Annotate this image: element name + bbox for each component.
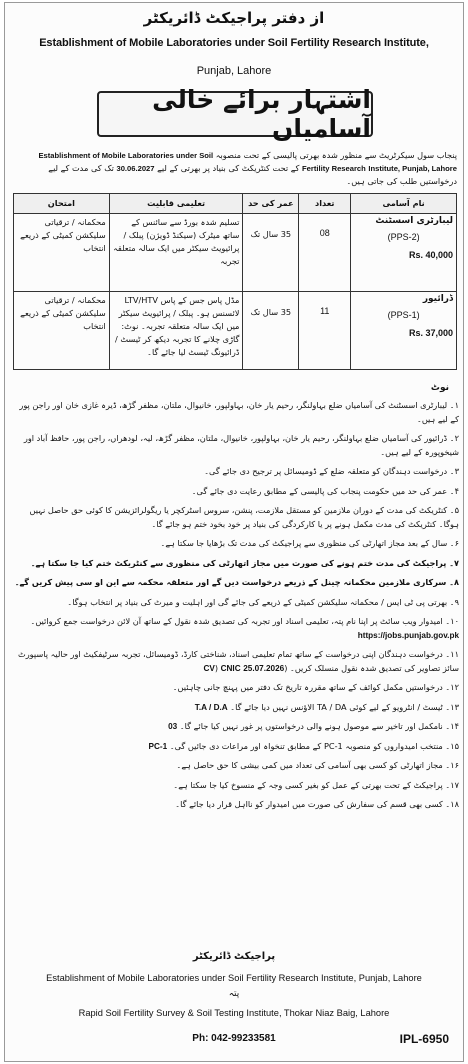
cv-label: CV [203, 663, 215, 673]
footer-address-label: پتہ [228, 989, 240, 999]
table-header-row [14, 194, 457, 214]
row2-age: 35 سال تک [243, 292, 299, 370]
advertisement-page [4, 2, 464, 1062]
table-row [14, 292, 457, 370]
office-heading-urdu: از دفتر پراجیکٹ ڈائریکٹر [143, 9, 325, 27]
footer-project-name: Establishment of Mobile Laboratories under Soil Fertility Research Institute, Punjab, Lahore [46, 973, 422, 983]
list-item: ۵۔ کنٹریکٹ کی مدت کے دوران ملازمین کو مستقل ملازمت، پنشن، سروس اسٹرکچر یا ریگولرائزیشن کا کوئی حق حاصل نہیں ہوگا۔ کنٹریکٹ کی مدت مکمل ہونے پر یا کارکردگی کی بنیاد پر خود بخود ختم ہو جائے گا۔ [29, 505, 459, 529]
list-item: ۱۔ لیبارٹری اسسٹنٹ کی آسامیاں ضلع بہاولنگر، رحیم یار خان، بہاولپور، خانیوال، ملتان، مظفر گڑھ، ڈیرہ غازی خان اور راجن پور کے لیے ہیں۔ [19, 400, 459, 424]
row1-scale: (PPS-2) [387, 232, 420, 242]
list-item: ۳۔ درخواست دہندگان کو متعلقہ ضلع کے ڈومیسائل پر ترجیح دی جائے گی۔ [204, 466, 459, 476]
vacancies-banner [97, 85, 373, 143]
list-item: ۱۶۔ مجاز اتھارٹی کو کسی بھی آسامی کی تعداد میں کمی بیشی کا حق حاصل ہے۔ [176, 760, 459, 770]
website-link[interactable]: https://jobs.punjab.gov.pk [357, 630, 459, 640]
intro-urdu-a: پنجاب سول سیکرٹریٹ سے منظور شدہ بھرتی پالیسی کے تحت منصوبہ [215, 150, 457, 160]
row2-post: ڈرائیور [422, 294, 453, 304]
row1-exam: محکمانہ / ترقیاتی سلیکشن کمیٹی کے ذریعے انتخاب [14, 214, 110, 292]
pts-number: 03 [168, 722, 178, 731]
cnic-label: CNIC [220, 663, 241, 673]
last-date: 25.07.2026 [243, 663, 285, 673]
list-item-pts [13, 720, 459, 734]
list-item: ۷۔ پراجیکٹ کی مدت ختم ہونے کی صورت میں مجاز اتھارٹی کی منظوری سے کنٹریکٹ ختم کیا جا سکتا ہے۔ [30, 557, 459, 568]
list-item: ۲۔ ڈرائیور کی آسامیاں ضلع بہاولنگر، رحیم یار خان، بہاولپور، خانیوال، ملتان، مظفر گڑھ، لیہ، لودھراں، راجن پور، حافظ آباد اور شیخوپورہ کے لیے ہیں۔ [23, 433, 459, 457]
footer-address: Rapid Soil Fertility Survey & Soil Testing Institute, Thokar Niaz Baig, Lahore [78, 1008, 390, 1018]
website-note-text: ۱۰۔ امیدوار ویب سائٹ پر اپنا نام پتہ، تعلیمی اسناد اور تجربہ کی تصدیق شدہ نقول کے ساتھ آن لائن درخواست جمع کروائیں۔ [30, 616, 459, 626]
tada-label: T.A / D.A [194, 702, 228, 712]
office-heading-english: Establishment of Mobile Laboratories under Soil Fertility Research Institute, [39, 37, 429, 49]
office-city: Punjab, Lahore [196, 65, 272, 77]
pc1-note-text: ۱۵۔ منتخب امیدواروں کو منصوبہ PC-1 کے مطابق تنخواہ اور مراعات دی جائیں گی۔ [169, 740, 459, 751]
row1-post: لیبارٹری اسسٹنٹ [375, 216, 453, 226]
list-item: ۱۲۔ درخواستیں مکمل کوائف کے ساتھ مقررہ تاریخ تک دفتر میں پہنچ جانی چاہئیں۔ [172, 682, 459, 692]
intro-institute-english: Institute, Punjab, Lahore [368, 164, 457, 173]
row2-qualification: مڈل پاس جس کے پاس LTV/HTV لائسنس ہو۔ پبلک / پرائیویٹ سیکٹر میں ایک سالہ متعلقہ تجربہ۔ نوٹ: گاڑی چلانے کا تجربہ دیکھ کر ٹیسٹ / ڈرائیونگ ٹیسٹ لیا جائے گا۔ [109, 292, 243, 370]
vacancies-table [13, 193, 457, 370]
row1-pay: Rs. 40,000 [408, 250, 453, 260]
list-item: ۶۔ سال کے بعد مجاز اتھارٹی کی منظوری سے پراجیکٹ کی مدت تک بڑھایا جا سکتا ہے۔ [160, 538, 459, 548]
list-item-tada [13, 701, 459, 715]
banner-title: اشتہار برائے خالی آسامیاں [152, 85, 371, 143]
intro-date: 30.06.2027 [116, 164, 155, 173]
list-item: ۸۔ سرکاری ملازمین محکمانہ چینل کے ذریعے درخواست دیں گے اور متعلقہ محکمہ سے این او سی پیش کریں گے۔ [14, 577, 459, 587]
pts-note-text: ۱۴۔ نامکمل اور تاخیر سے موصول ہونے والی درخواستوں پر غور نہیں کیا جائے گا۔ [179, 721, 459, 731]
intro-paragraph [13, 149, 457, 188]
notes-heading: نوٹ [430, 383, 449, 393]
footer-phone: Ph: 042-99233581 [192, 1033, 276, 1044]
row1-count: 08 [299, 214, 351, 292]
signatory-title: پراجیکٹ ڈائریکٹر [192, 951, 276, 962]
col-header-exam: امتحان [14, 194, 110, 214]
ipl-number: IPL-6950 [399, 1032, 449, 1046]
row1-age: 35 سال تک [243, 214, 299, 292]
list-item: ۴۔ عمر کی حد میں حکومت پنجاب کی پالیسی کے مطابق رعایت دی جائے گی۔ [191, 485, 459, 496]
row2-count: 11 [299, 292, 351, 370]
table-row [14, 214, 457, 292]
list-item: ۱۷۔ پراجیکٹ کے تحت بھرتی کے عمل کو بغیر کسی وجہ کے منسوخ کیا جا سکتا ہے۔ [173, 779, 459, 790]
list-item-website [13, 615, 459, 642]
col-header-qualification: تعلیمی قابلیت [109, 194, 243, 214]
list-item: ۱۸۔ کسی بھی قسم کی سفارش کی صورت میں امیدوار کو نااہل قرار دیا جائے گا۔ [175, 799, 459, 809]
list-item-cv: ۱۱۔ درخواست دہندگان اپنی درخواست کے ساتھ تمام تعلیمی اسناد، شناختی کارڈ، ڈومیسائل، تجربہ سرٹیفکیٹ اور حالیہ پاسپورٹ سائز تصاویر کی تصدیق شدہ نقول منسلک کریں۔ (CV) CNIC 25.07.2026 [17, 649, 459, 673]
intro-urdu-b: کے تحت کنٹریکٹ کی بنیاد پر بھرتی کے لیے [157, 163, 300, 173]
list-item: ۹۔ بھرتی پی ٹی ایس / محکمانہ سلیکشن کمیٹی کے ذریعے کی جائے گی اور اہلیت و میرٹ کی بنیاد پر انتخاب ہوگا۔ [67, 596, 459, 607]
row1-post-cell [351, 214, 457, 292]
row2-exam: محکمانہ / ترقیاتی سلیکشن کمیٹی کے ذریعے انتخاب [14, 292, 110, 370]
cv-note-text: ۱۱۔ درخواست دہندگان اپنی درخواست کے ساتھ تمام تعلیمی اسناد، شناختی کارڈ، ڈومیسائل، تجربہ سرٹیفکیٹ اور حالیہ پاسپورٹ سائز تصاویر کی تصدیق شدہ نقول منسلک کریں۔ [17, 649, 459, 673]
pc1-label: PC-1 [148, 741, 168, 751]
tada-note-text: ۱۳۔ ٹیسٹ / انٹرویو کے لیے کوئی TA / DA الاؤنس نہیں دیا جائے گا۔ [230, 701, 459, 712]
row2-post-cell [351, 292, 457, 370]
row2-pay: Rs. 37,000 [408, 328, 453, 338]
list-item-pc1 [13, 740, 459, 754]
col-header-age: عمر کی حد [243, 194, 299, 214]
notes-list [13, 399, 459, 818]
row1-qualification: تسلیم شدہ بورڈ سے سائنس کے ساتھ میٹرک (سیکنڈ ڈویژن) پبلک / پرائیویٹ سیکٹر میں ایک سالہ متعلقہ تجربہ [109, 214, 243, 292]
col-header-post: نام آسامی [351, 194, 457, 214]
intro-project-english: Establishment of Mobile Laboratories under Soil Fertility Research [38, 151, 366, 173]
intro-urdu-c: تک کی مدت کے لیے درخواستیں طلب کی جاتی ہیں۔ [48, 163, 457, 186]
row2-scale: (PPS-1) [387, 310, 420, 320]
col-header-count: تعداد [299, 194, 351, 214]
